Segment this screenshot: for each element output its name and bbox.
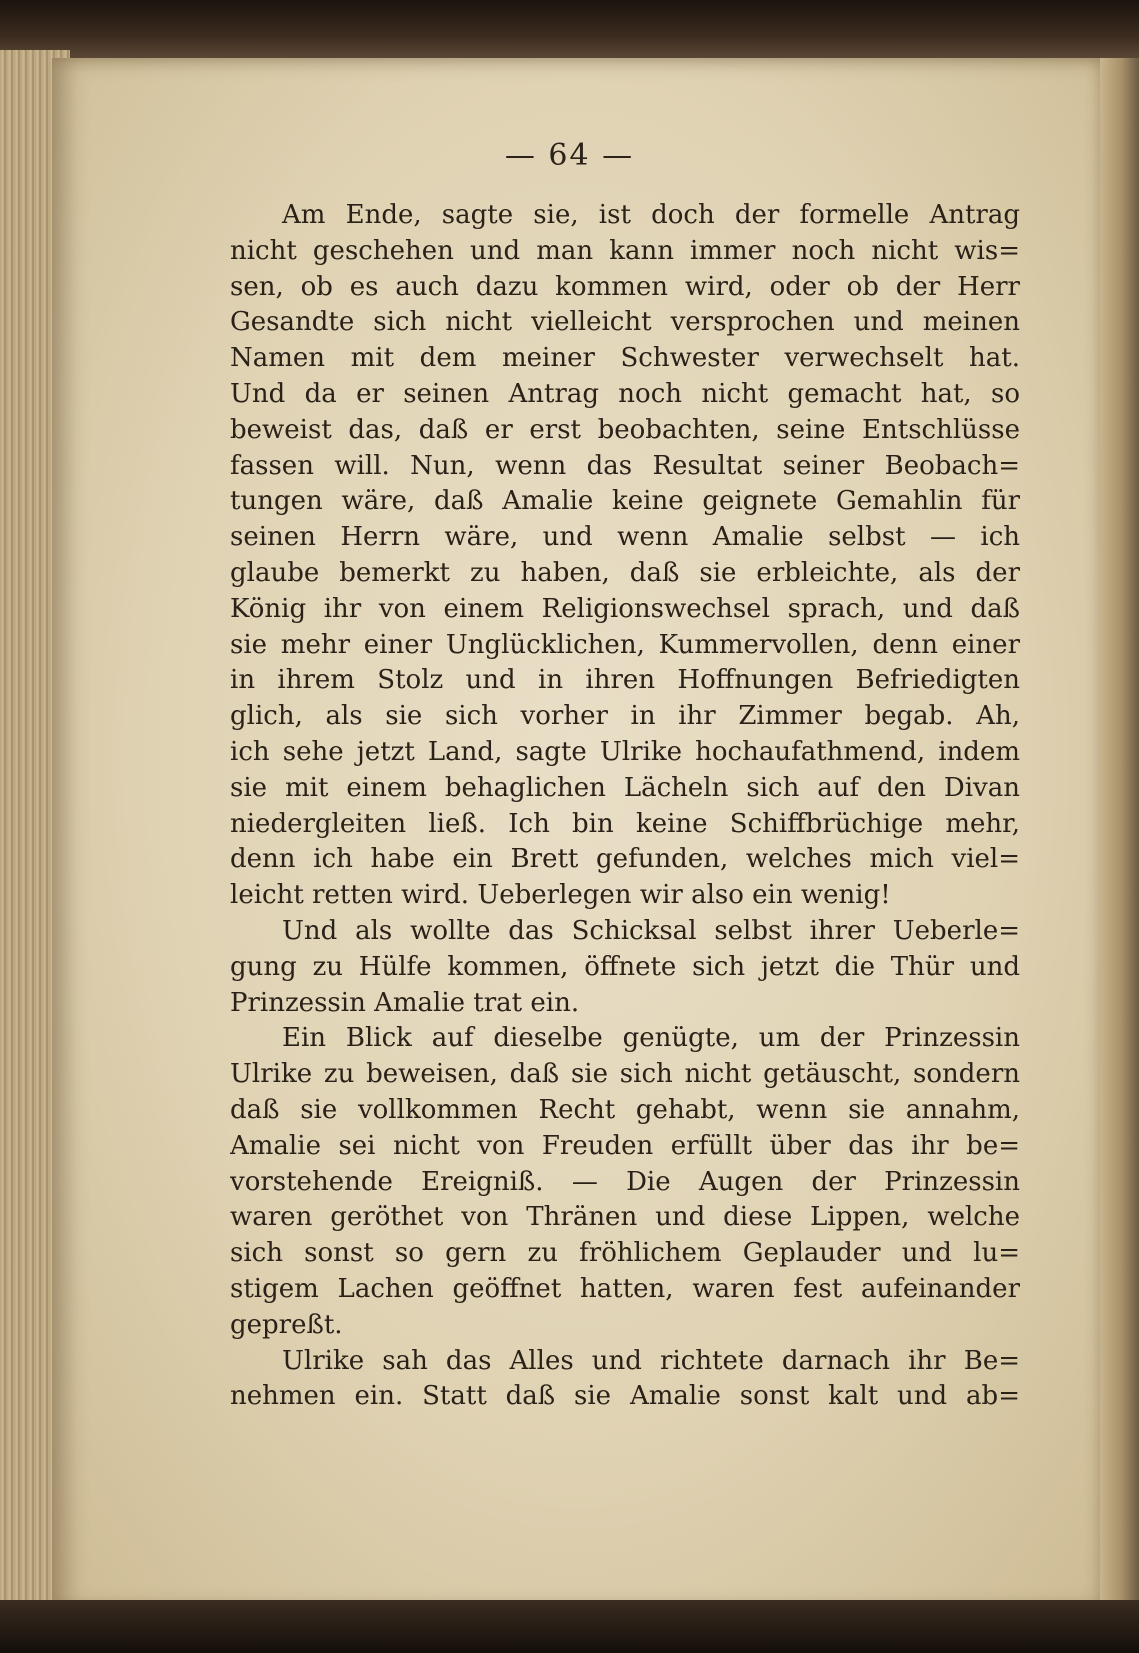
text-line: Namen mit dem meiner Schwester verwechselt hat.: [230, 343, 1020, 374]
text-line: fassen will. Nun, wenn das Resultat seiner Beobach=: [230, 450, 1020, 481]
text-line: ich sehe jetzt Land, sagte Ulrike hochaufathmend, indem: [230, 736, 1020, 767]
book-cover-top: [0, 0, 1139, 58]
text-line: sie mehr einer Unglücklichen, Kummervollen, denn einer: [230, 629, 1020, 660]
text-line: Prinzessin Amalie trat ein.: [230, 987, 580, 1018]
text-line: glaube bemerkt zu haben, daß sie erbleichte, als der: [230, 557, 1020, 588]
text-line: vorstehende Ereigniß. — Die Augen der Prinzessin: [230, 1166, 1020, 1197]
text-line: beweist das, daß er erst beobachten, seine Entschlüsse: [230, 414, 1020, 445]
text-line: glich, als sie sich vorher in ihr Zimmer begab. Ah,: [230, 701, 1020, 732]
text-line: Ein Blick auf dieselbe genügte, um der Prinzessin: [282, 1023, 1020, 1054]
text-line: niedergleiten ließ. Ich bin keine Schiffbrüchige mehr,: [230, 808, 1020, 839]
text-line: waren geröthet von Thränen und diese Lippen, welche: [230, 1202, 1020, 1233]
text-line: sen, ob es auch dazu kommen wird, oder ob der Herr: [230, 271, 1020, 302]
text-line: sie mit einem behaglichen Lächeln sich auf den Divan: [230, 772, 1020, 803]
text-line: Ulrike zu beweisen, daß sie sich nicht getäuscht, sondern: [230, 1059, 1020, 1090]
text-line: nehmen ein. Statt daß sie Amalie sonst kalt und ab=: [230, 1381, 1020, 1412]
text-line: Gesandte sich nicht vielleicht versprochen und meinen: [230, 307, 1020, 338]
text-line: stigem Lachen geöffnet hatten, waren fest aufeinander: [230, 1273, 1020, 1304]
text-line: Ulrike sah das Alles und richtete darnach ihr Be=: [282, 1345, 1020, 1376]
book-cover-bottom: [0, 1600, 1139, 1653]
page-edge-right: [1100, 58, 1139, 1610]
text-line: daß sie vollkommen Recht gehabt, wenn sie annahm,: [230, 1094, 1020, 1125]
text-line: König ihr von einem Religionswechsel sprach, und daß: [230, 593, 1020, 624]
text-line: Am Ende, sagte sie, ist doch der formelle Antrag: [282, 200, 1020, 230]
text-line: tungen wäre, daß Amalie keine geignete Gemahlin für: [230, 486, 1020, 517]
text-line: Und als wollte das Schicksal selbst ihrer Ueberle=: [282, 915, 1020, 946]
text-line: Amalie sei nicht von Freuden erfüllt über das ihr be=: [230, 1130, 1020, 1161]
text-line: denn ich habe ein Brett gefunden, welches mich viel=: [230, 844, 1020, 875]
page-number: — 64 —: [504, 138, 635, 173]
text-line: seinen Herrn wäre, und wenn Amalie selbst — ich: [230, 522, 1020, 553]
text-line: Und da er seinen Antrag noch nicht gemacht hat, so: [230, 378, 1020, 409]
text-line: leicht retten wird. Ueberlegen wir also ein wenig!: [230, 880, 891, 911]
text-line: gepreßt.: [230, 1309, 343, 1340]
text-line: in ihrem Stolz und in ihren Hoffnungen Befriedigten: [230, 665, 1020, 696]
body-text: [230, 198, 1020, 1415]
text-line: sich sonst so gern zu fröhlichem Geplauder und lu=: [230, 1238, 1020, 1269]
text-line: nicht geschehen und man kann immer noch nicht wis=: [230, 235, 1020, 266]
text-line: gung zu Hülfe kommen, öffnete sich jetzt die Thür und: [230, 951, 1020, 982]
